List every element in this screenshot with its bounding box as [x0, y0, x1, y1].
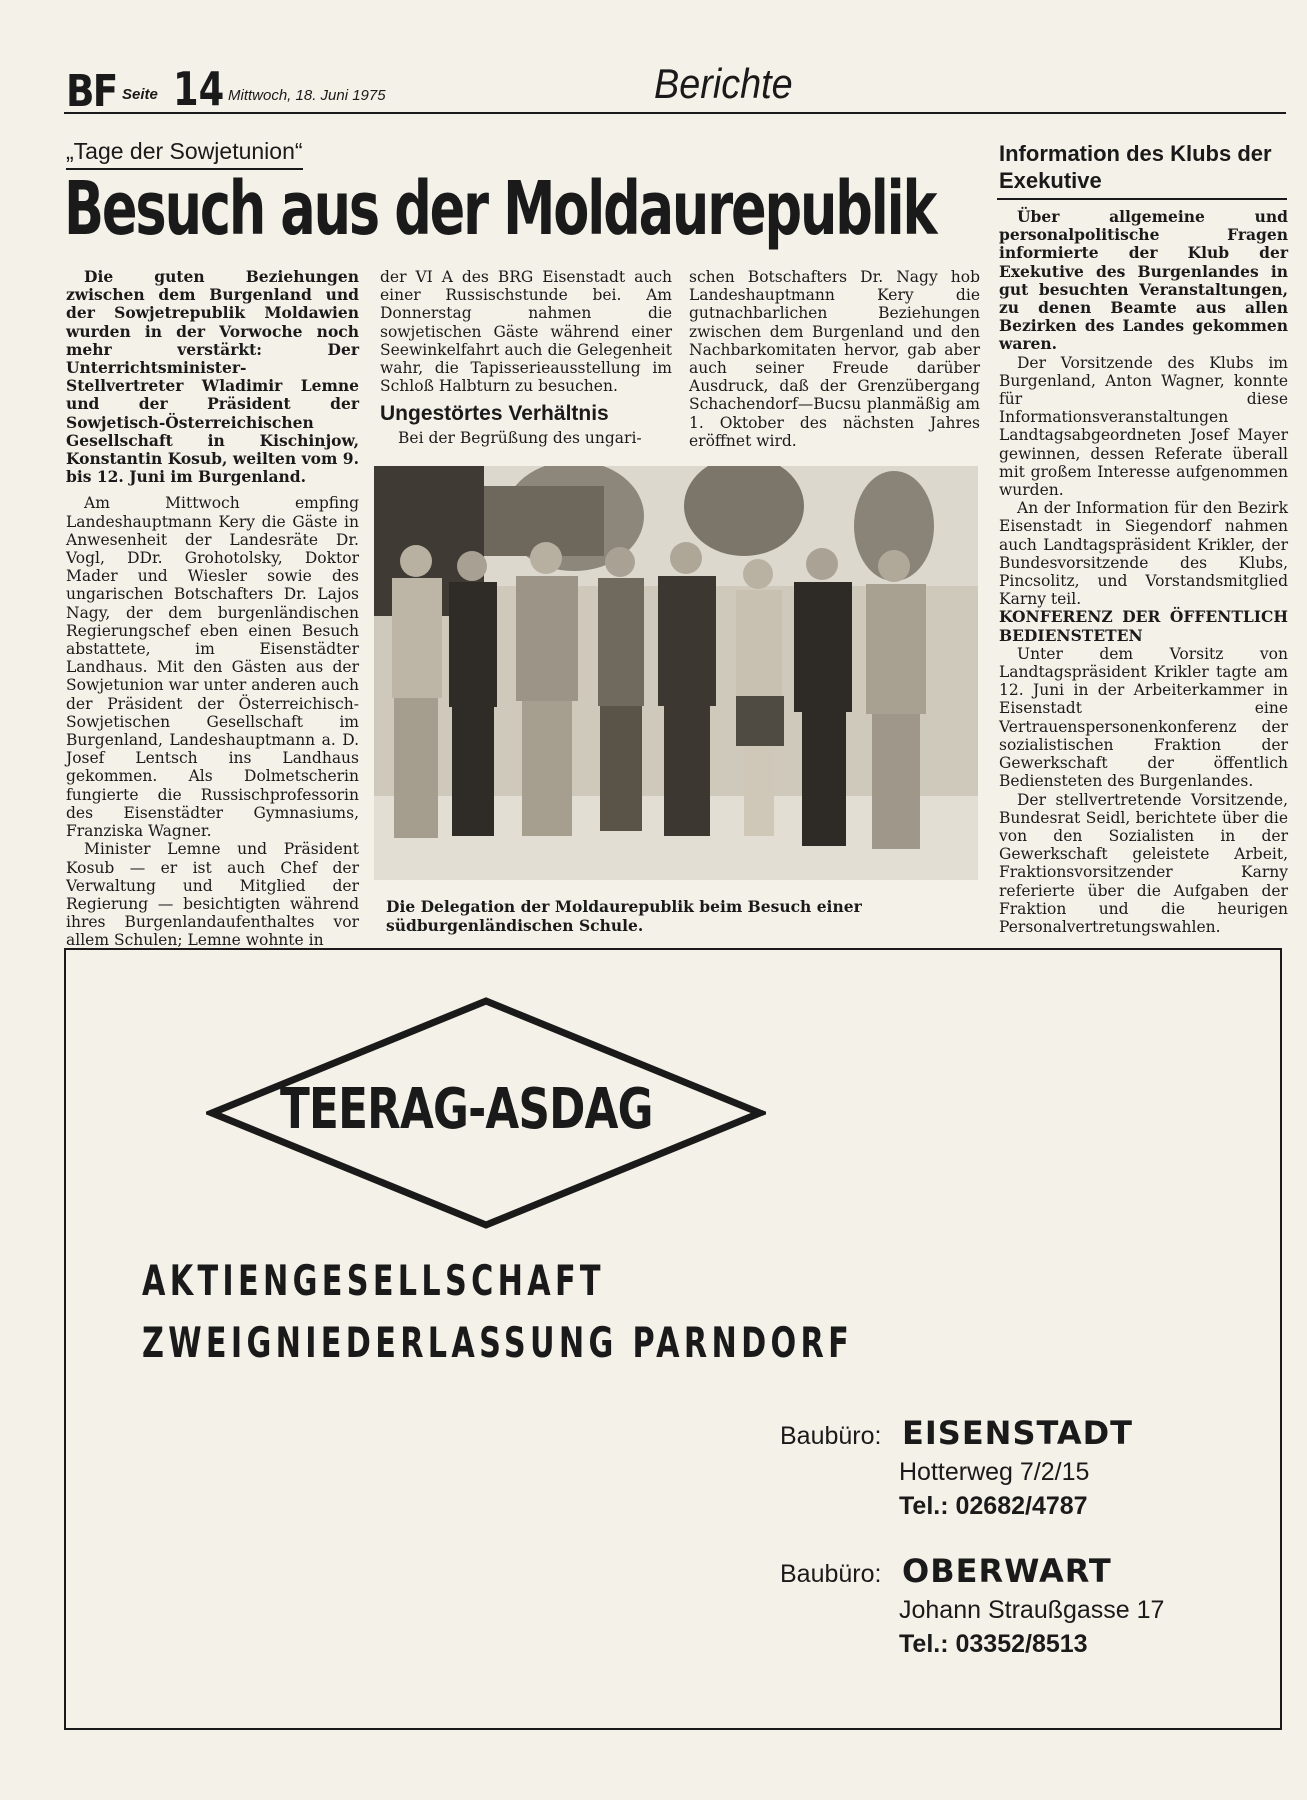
photo-caption: Die Delegation der Moldaurepublik beim Besuch einer südburgenländischen Schule. — [386, 897, 862, 935]
article-paragraph: Bei der Begrüßung des ungari- — [398, 429, 642, 448]
article-paragraph: schen Botschafters Dr. Nagy hob Landeshauptmann Kery die gutnachbarlichen Beziehungen zwischen dem Burgenland und den Nachbarkomitaten hervor, gab aber auch seiner Freude darüber Ausdruck, daß der Grenzübergang Schachendorf—Bucsu planmäßig am 1. Oktober des nächsten Jahres eröffnet wird. — [689, 268, 980, 450]
sidebar-column — [999, 208, 1288, 936]
sidebar-subhead: KONFERENZ DER ÖFFENTLICH BEDIENSTETEN — [999, 607, 1288, 645]
article-headline: Besuch aus der Moldaurepublik — [64, 166, 936, 252]
article-column-2 — [380, 268, 672, 448]
office-phone: Tel.: 03352/8513 — [899, 1630, 1088, 1658]
article-kicker: „Tage der Sowjetunion“ — [66, 138, 303, 170]
sidebar-paragraph: An der Information für den Bezirk Eisenstadt in Siegendorf nahmen auch Landtagspräsident Krikler, der Bundesvorsitzende des Klubs, Pincsolitz, und Vorstandsmitglied Karny teil. — [999, 499, 1288, 609]
office-city: EISENSTADT — [902, 1414, 1133, 1452]
sidebar-paragraph: Unter dem Vorsitz von Landtagspräsident Krikler tagte am 12. Juni in der Arbeiterkammer in Eisenstadt eine Vertrauenspersonenkonferenz der sozialistischen Fraktion der Gewerkschaft der öffentlich Bediensteten des Burgenlandes. — [999, 644, 1288, 791]
article-paragraph: der VI A des BRG Eisenstadt auch einer Russischstunde bei. Am Donnerstag nahmen die sowjetischen Gäste während einer Seewinkelfahrt auch die Gelegenheit wahr, die Tapisserieausstellung im Schloß Halbturn zu besuchen. — [380, 268, 672, 396]
ad-brand-name: TEERAG-ASDAG — [280, 1077, 653, 1142]
office-city: OBERWART — [902, 1552, 1112, 1590]
office-address: Johann Straußgasse 17 — [899, 1596, 1165, 1624]
sidebar-paragraph: Der Vorsitzende des Klubs im Burgenland, Anton Wagner, konnte für diese Informationsveranstaltungen Landtagsabgeordneten Josef Mayer gewinnen, dessen Referate überall mit großem Interesse aufgenommen wurden. — [999, 353, 1288, 500]
article-column-3 — [689, 268, 980, 450]
article-subhead: Ungestörtes Verhältnis — [380, 402, 609, 426]
header-rule — [64, 112, 1286, 114]
article-column-1 — [66, 268, 359, 950]
delegation-photo-image — [374, 466, 978, 880]
sidebar-rule — [997, 198, 1287, 200]
section-title: Berichte — [654, 60, 793, 107]
page-label: Seite — [122, 86, 158, 103]
sidebar-lead: Über allgemeine und personalpolitische Fragen informierte der Klub der Exekutive des Burgenlandes in gut besuchten Veranstaltungen, zu denen Beamte aus allen Bezirken des Landes gekommen waren. — [999, 207, 1288, 354]
sidebar-paragraph: Der stellvertretende Vorsitzende, Bundesrat Seidl, berichtete über die von den Sozialisten in der Gewerkschaft geleistete Arbeit, Fraktionsvorsitzender Karny referierte über die Aufgaben der Fraktion und die heurigen Personalvertretungswahlen. — [999, 790, 1288, 936]
office-address: Hotterweg 7/2/15 — [899, 1458, 1090, 1486]
office-label: Baubüro: — [780, 1560, 882, 1588]
issue-date: Mittwoch, 18. Juni 1975 — [228, 87, 386, 104]
article-paragraph: Minister Lemne und Präsident Kosub — er ist auch Chef der Verwaltung und Mitglied der Regierung — besichtigten während ihres Burgenlandaufenthaltes vor allem Schulen; Lemne wohnte in — [66, 840, 359, 950]
delegation-photo — [374, 466, 978, 880]
page-number: 14 — [173, 62, 225, 116]
ad-company-type: AKTIENGESELLSCHAFT — [142, 1256, 605, 1305]
article-lead: Die guten Beziehungen zwischen dem Burgenland und der Sowjetrepublik Moldawien wurden in der Vorwoche noch mehr verstärkt: Der Unterrichtsminister-Stellvertreter Wladimir Lemne und der Präsident der Sowjetisch-Österreichischen Gesellschaft in Kischinjow, Konstantin Kosub, weilten vom 9. bis 12. Juni im Burgenland. — [66, 267, 359, 487]
newspaper-logo: BF — [66, 66, 117, 117]
ad-branch: ZWEIGNIEDERLASSUNG PARNDORF — [142, 1318, 854, 1367]
office-phone: Tel.: 02682/4787 — [899, 1492, 1088, 1520]
office-label: Baubüro: — [780, 1422, 882, 1450]
article-paragraph: Am Mittwoch empfing Landeshauptmann Kery die Gäste in Anwesenheit der Landesräte Dr. Vogl, DDr. Grohotolsky, Doktor Mader und Wiesler sowie des ungarischen Botschafters Dr. Lajos Nagy, der dem burgenländischen Regierungschef eben einen Besuch abstattete, im Eisenstädter Landhaus. Mit den Gästen aus der Sowjetunion war unter anderen auch der Präsident der Österreichisch-Sowjetischen Gesellschaft im Burgenland, Landeshauptmann a. D. Josef Lentsch ins Landhaus gekommen. Als Dolmetscherin fungierte die Russischprofessorin des Eisenstädter Gymnasiums, Franziska Wagner. — [66, 494, 359, 841]
sidebar-title: Information des Klubs der Exekutive — [999, 141, 1272, 193]
